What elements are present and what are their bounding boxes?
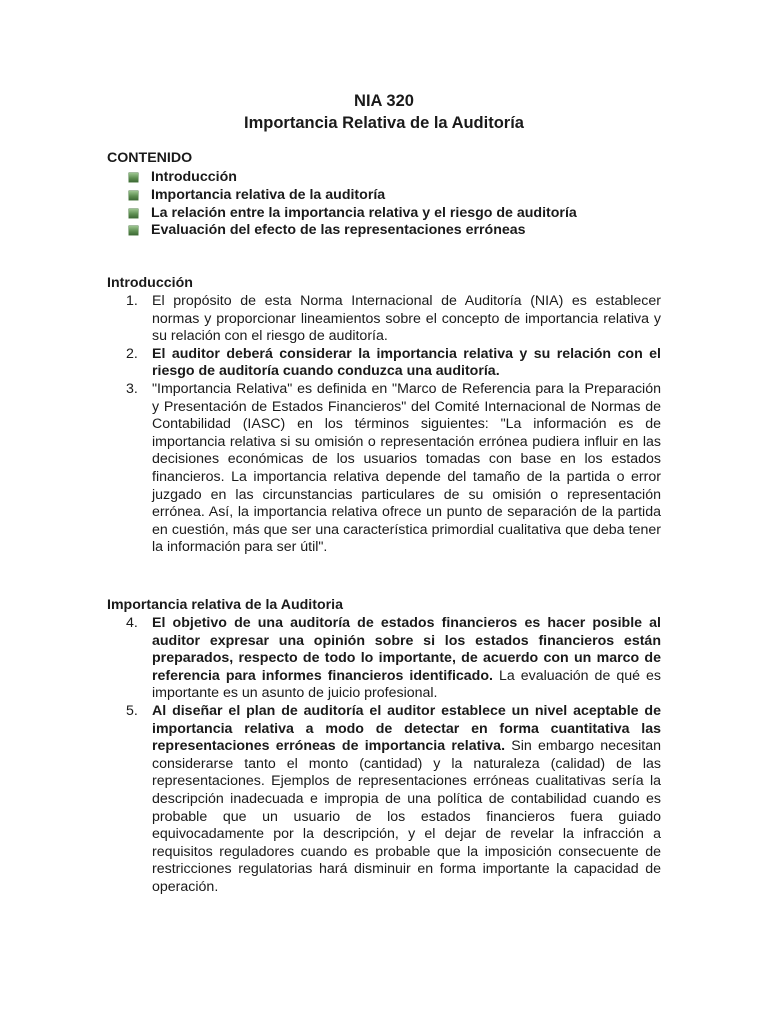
intro-heading: Introducción <box>107 275 193 291</box>
contents-heading: CONTENIDO <box>107 150 193 166</box>
intro-list <box>107 293 661 557</box>
contents-item: Introducción <box>129 169 689 187</box>
contents-item: La relación entre la importancia relativa y el riesgo de auditoría <box>129 205 689 223</box>
numbered-paragraph: 4. El objetivo de una auditoría de estados financieros es hacer posible al auditor expresar una opinión sobre si los estados financieros están preparados, respecto de todo lo importante, de acuerdo con un marco de referencia para informes financieros identificado. La evaluación de qué es importante es un asunto de juicio profesional. <box>126 615 661 702</box>
paragraph-number: 2. <box>126 345 138 362</box>
materiality-heading: Importancia relativa de la Auditoria <box>107 597 343 613</box>
contents-list <box>129 169 689 240</box>
paragraph-number: 3. <box>126 380 138 397</box>
numbered-paragraph: 1. El propósito de esta Norma Internacional de Auditoría (NIA) es establecer normas y proporcionar lineamientos sobre el concepto de importancia relativa y su relación con el riesgo de auditoría. <box>126 293 661 345</box>
numbered-paragraph: 3. "Importancia Relativa" es definida en "Marco de Referencia para la Preparación y Presentación de Estados Financieros" del Comité Internacional de Normas de Contabilidad (IASC) en los términos siguientes: "La información es de importancia relativa si su omisión o representación errónea pudiera influir en las decisiones económicas de los usuarios tomadas con base en los estados financieros. La importancia relativa depende del tamaño de la partida o error juzgado en las circunstancias particulares de su omisión o representación errónea. Así, la importancia relativa ofrece un punto de separación de la partida en cuestión, más que ser una característica primordial cualitativa que deba tener la información para ser útil". <box>126 380 661 556</box>
green-square-bullet-icon <box>129 209 138 218</box>
document-subtitle: Importancia Relativa de la Auditoría <box>244 114 524 132</box>
green-square-bullet-icon <box>129 191 138 200</box>
document-title: NIA 320 <box>354 92 414 110</box>
green-square-bullet-icon <box>129 173 138 182</box>
paragraph-number: 1. <box>126 293 138 309</box>
numbered-paragraph: 5. Al diseñar el plan de auditoría el auditor establece un nivel aceptable de importancia relativa a modo de detectar en forma cuantitativa las representaciones erróneas de importancia relativa. Sin embargo necesitan considerarse tanto el monto (cantidad) y la naturaleza (calidad) de las representaciones. Ejemplos de representaciones erróneas cualitativas sería la descripción inadecuada e impropia de una política de contabilidad cuando es probable que un usuario de los estados financieros fuera guiado equivocadamente por la descripción, y el dejar de revelar la infracción a requisitos reguladores cuando es probable que la imposición consecuente de restricciones regulatorias hará disminuir en forma importante la capacidad de operación. <box>126 702 662 895</box>
materiality-list <box>107 615 661 897</box>
paragraph-number: 5. <box>126 702 138 719</box>
paragraph-number: 4. <box>126 615 138 631</box>
numbered-paragraph: 2. El auditor deberá considerar la importancia relativa y su relación con el riesgo de auditoría cuando conduzca una auditoría. <box>126 345 661 380</box>
contents-item: Importancia relativa de la auditoría <box>129 187 689 205</box>
green-square-bullet-icon <box>129 226 138 235</box>
contents-item: Evaluación del efecto de las representaciones erróneas <box>129 222 689 240</box>
